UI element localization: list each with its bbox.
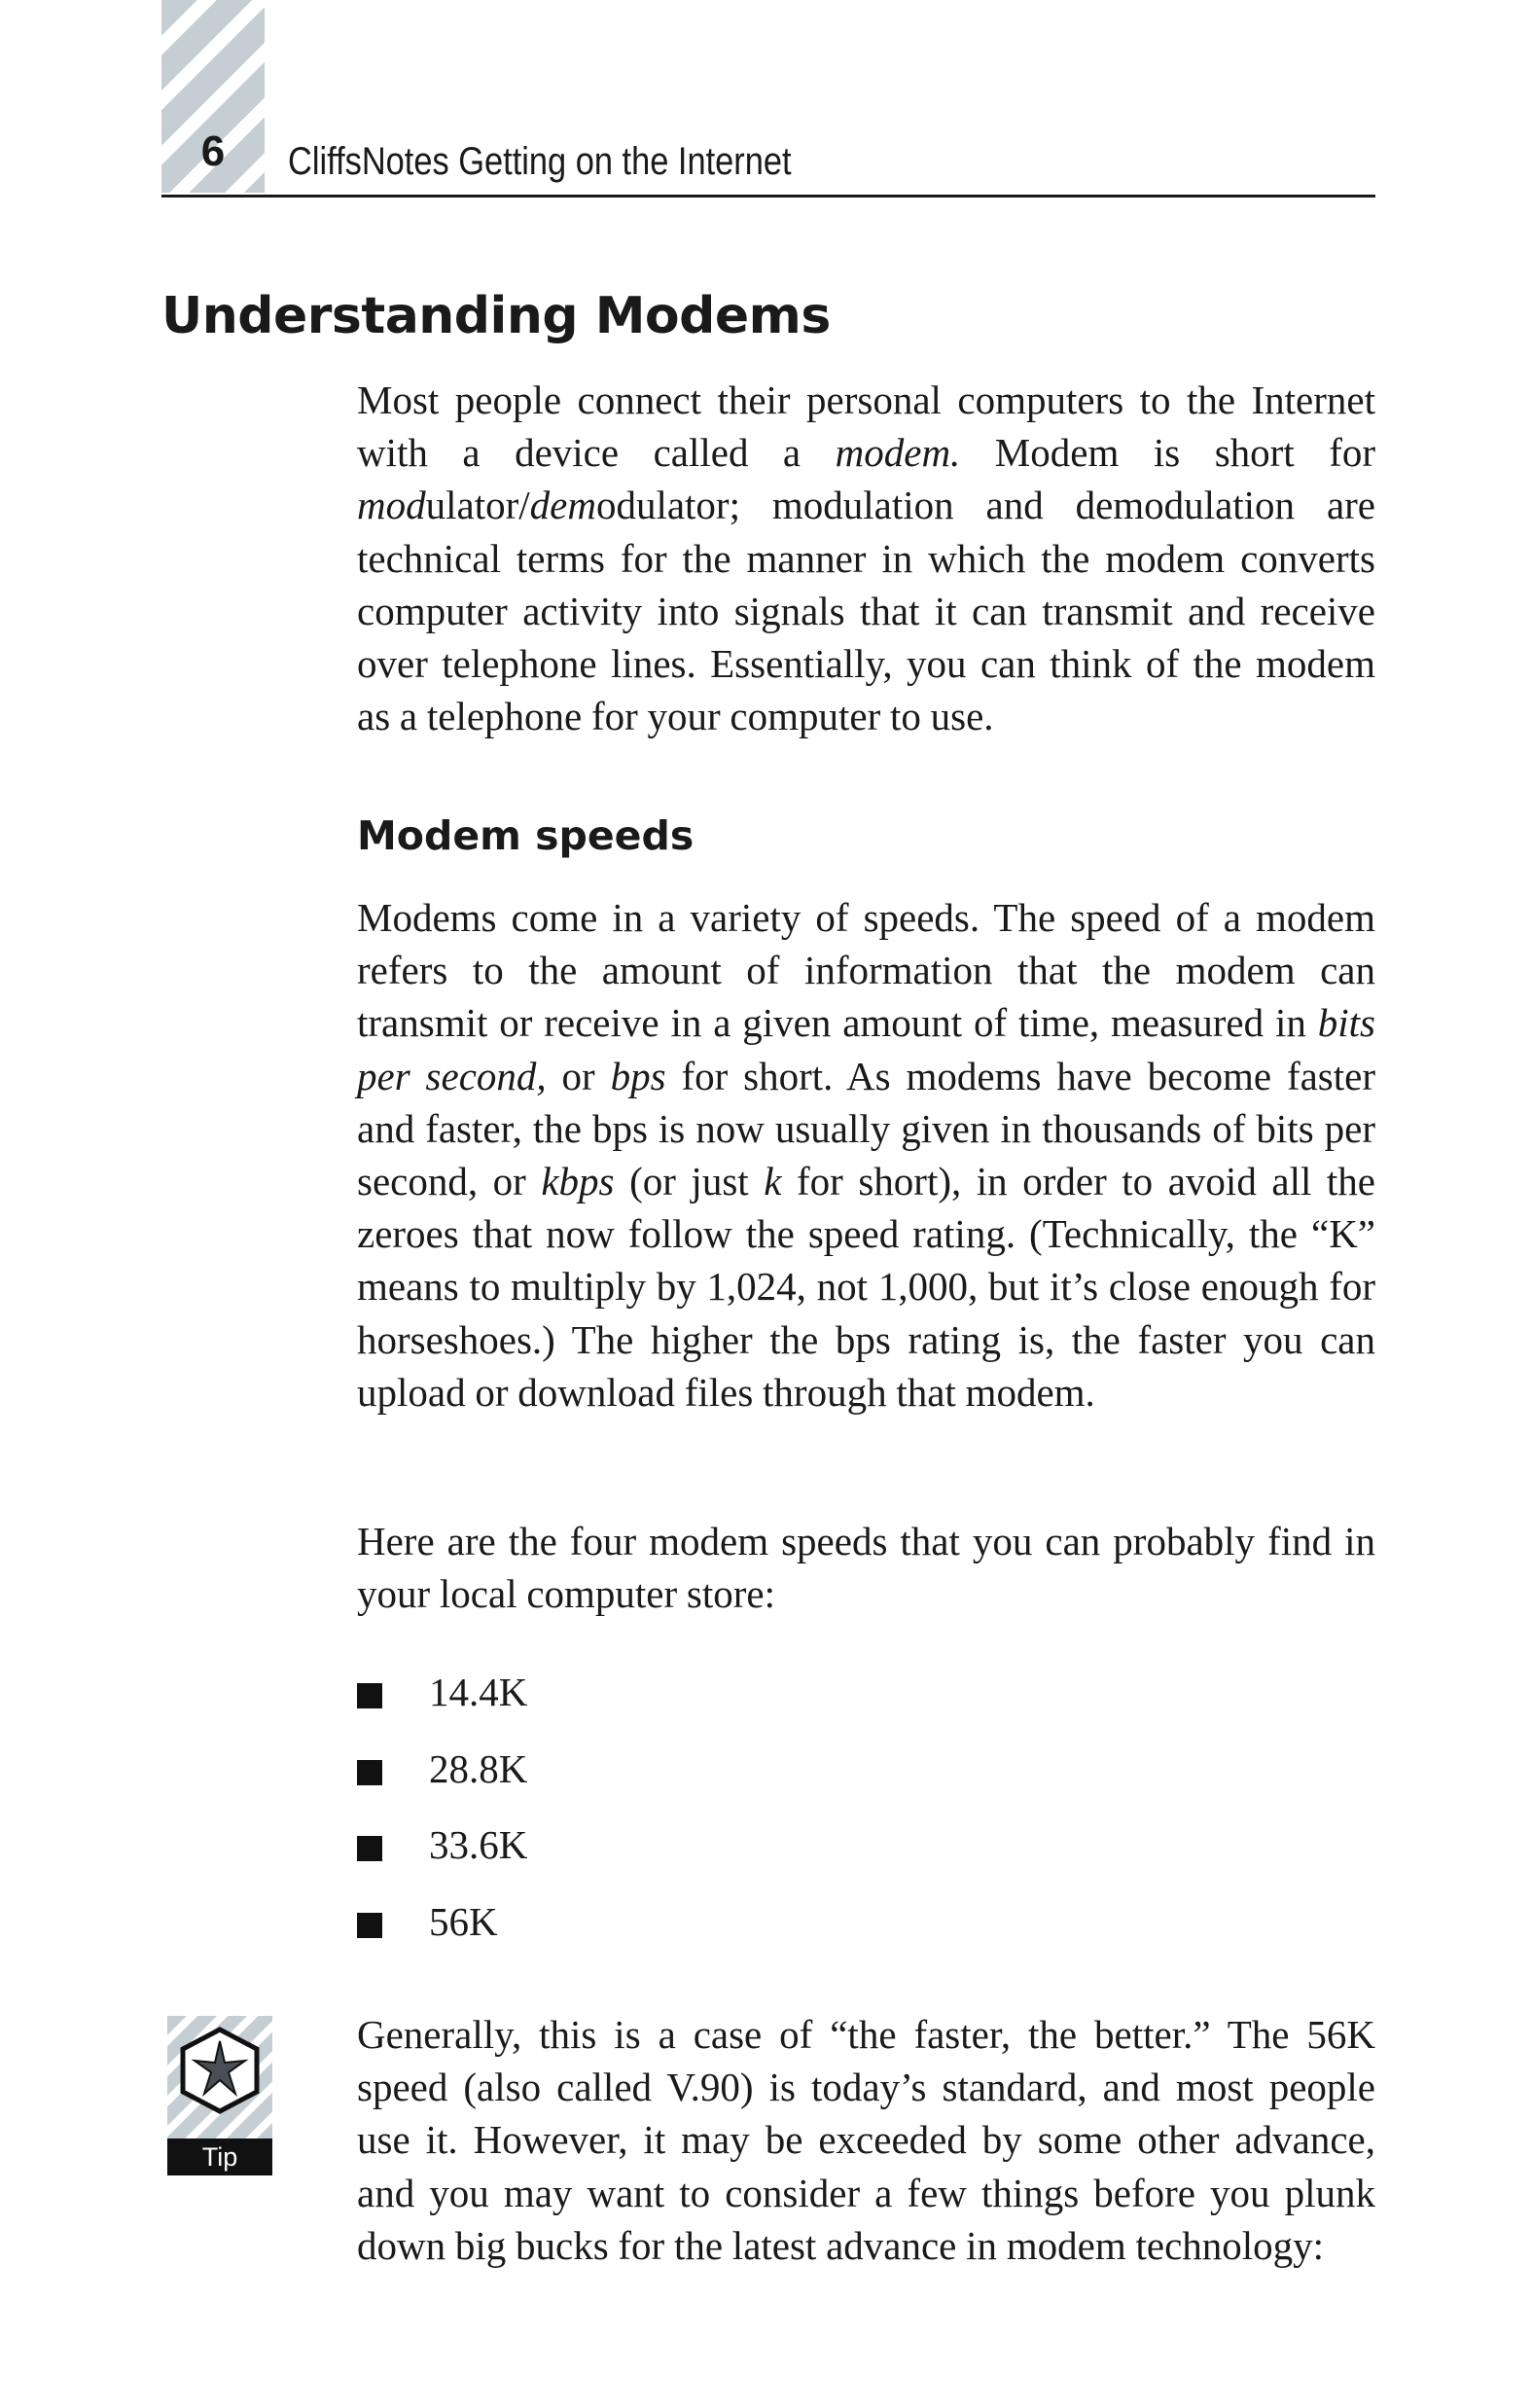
closing-paragraph: Generally, this is a case of “the faster, the better.” The 56K speed (also called V.90) is today’s standard, and most people use it. However, it may be exceeded by some other advance, and you may want to consider a few things before you plunk down big bucks for the latest advance in modem technology: xyxy=(357,2012,1375,2268)
intro-text-4: odulator; modulation and demodulation are technical terms for the manner in which the modem converts computer activity into signals that it can transmit and receive over telephone lines. Essentially, you can think of the modem as a telephone for your computer to use. xyxy=(357,483,1375,739)
bits-per-second-term: bits per second, xyxy=(357,1000,1375,1098)
square-bullet-icon xyxy=(357,1683,382,1708)
modem-term: modem. xyxy=(835,430,961,476)
speeds-text-3: for short. As modems have become faster and faster, the bps is now usually given in thousands of bits per second, or xyxy=(357,1053,1375,1204)
header-rule xyxy=(161,195,1375,198)
speeds-paragraph xyxy=(357,891,1375,1419)
kbps-term: kbps xyxy=(541,1159,615,1204)
speeds-text-2: or xyxy=(546,1053,611,1098)
speed-value: 33.6K xyxy=(429,1822,528,1867)
intro-text-3: ulator/ xyxy=(425,483,530,528)
square-bullet-icon xyxy=(357,1913,382,1938)
speed-value: 14.4K xyxy=(429,1670,528,1714)
bps-term: bps xyxy=(610,1053,666,1098)
speeds-text-1: Modems come in a variety of speeds. The speed of a modem refers to the amount of information that the modem can transmit or receive in a given amount of time, measured in xyxy=(357,895,1375,1046)
tip-icon-box xyxy=(167,2016,272,2175)
intro-text-1: Most people connect their personal computers to the Internet with a device called a xyxy=(357,377,1375,476)
mod-prefix: mod xyxy=(357,483,426,528)
intro-paragraph xyxy=(357,374,1375,742)
square-bullet-icon xyxy=(357,1760,382,1785)
section-heading: Understanding Modems xyxy=(161,287,831,345)
running-header-title: CliffsNotes Getting on the Internet xyxy=(288,140,792,183)
speed-value: 28.8K xyxy=(429,1745,528,1791)
square-bullet-icon xyxy=(357,1836,382,1861)
page-number: 6 xyxy=(200,127,226,175)
star-hexagon-icon xyxy=(167,2016,272,2138)
dem-prefix: dem xyxy=(529,483,596,528)
list-intro-paragraph: Here are the four modem speeds that you can probably find in your local computer store: xyxy=(357,1519,1375,1617)
speeds-text-4: (or just xyxy=(614,1159,765,1204)
intro-text-2: Modem is short for xyxy=(960,430,1375,476)
tip-label: Tip xyxy=(167,2138,272,2175)
k-term: k xyxy=(764,1159,782,1204)
speeds-text-5: for short), in order to avoid all the zeroes that now follow the speed rating. (Technically, the “K” means to multiply by 1,024, not 1,000, but it’s close enough for horseshoes.) The higher the bps rating is, the faster you can upload or download files through that modem. xyxy=(357,1159,1375,1415)
speed-value: 56K xyxy=(429,1898,498,1944)
subsection-heading: Modem speeds xyxy=(357,812,695,859)
